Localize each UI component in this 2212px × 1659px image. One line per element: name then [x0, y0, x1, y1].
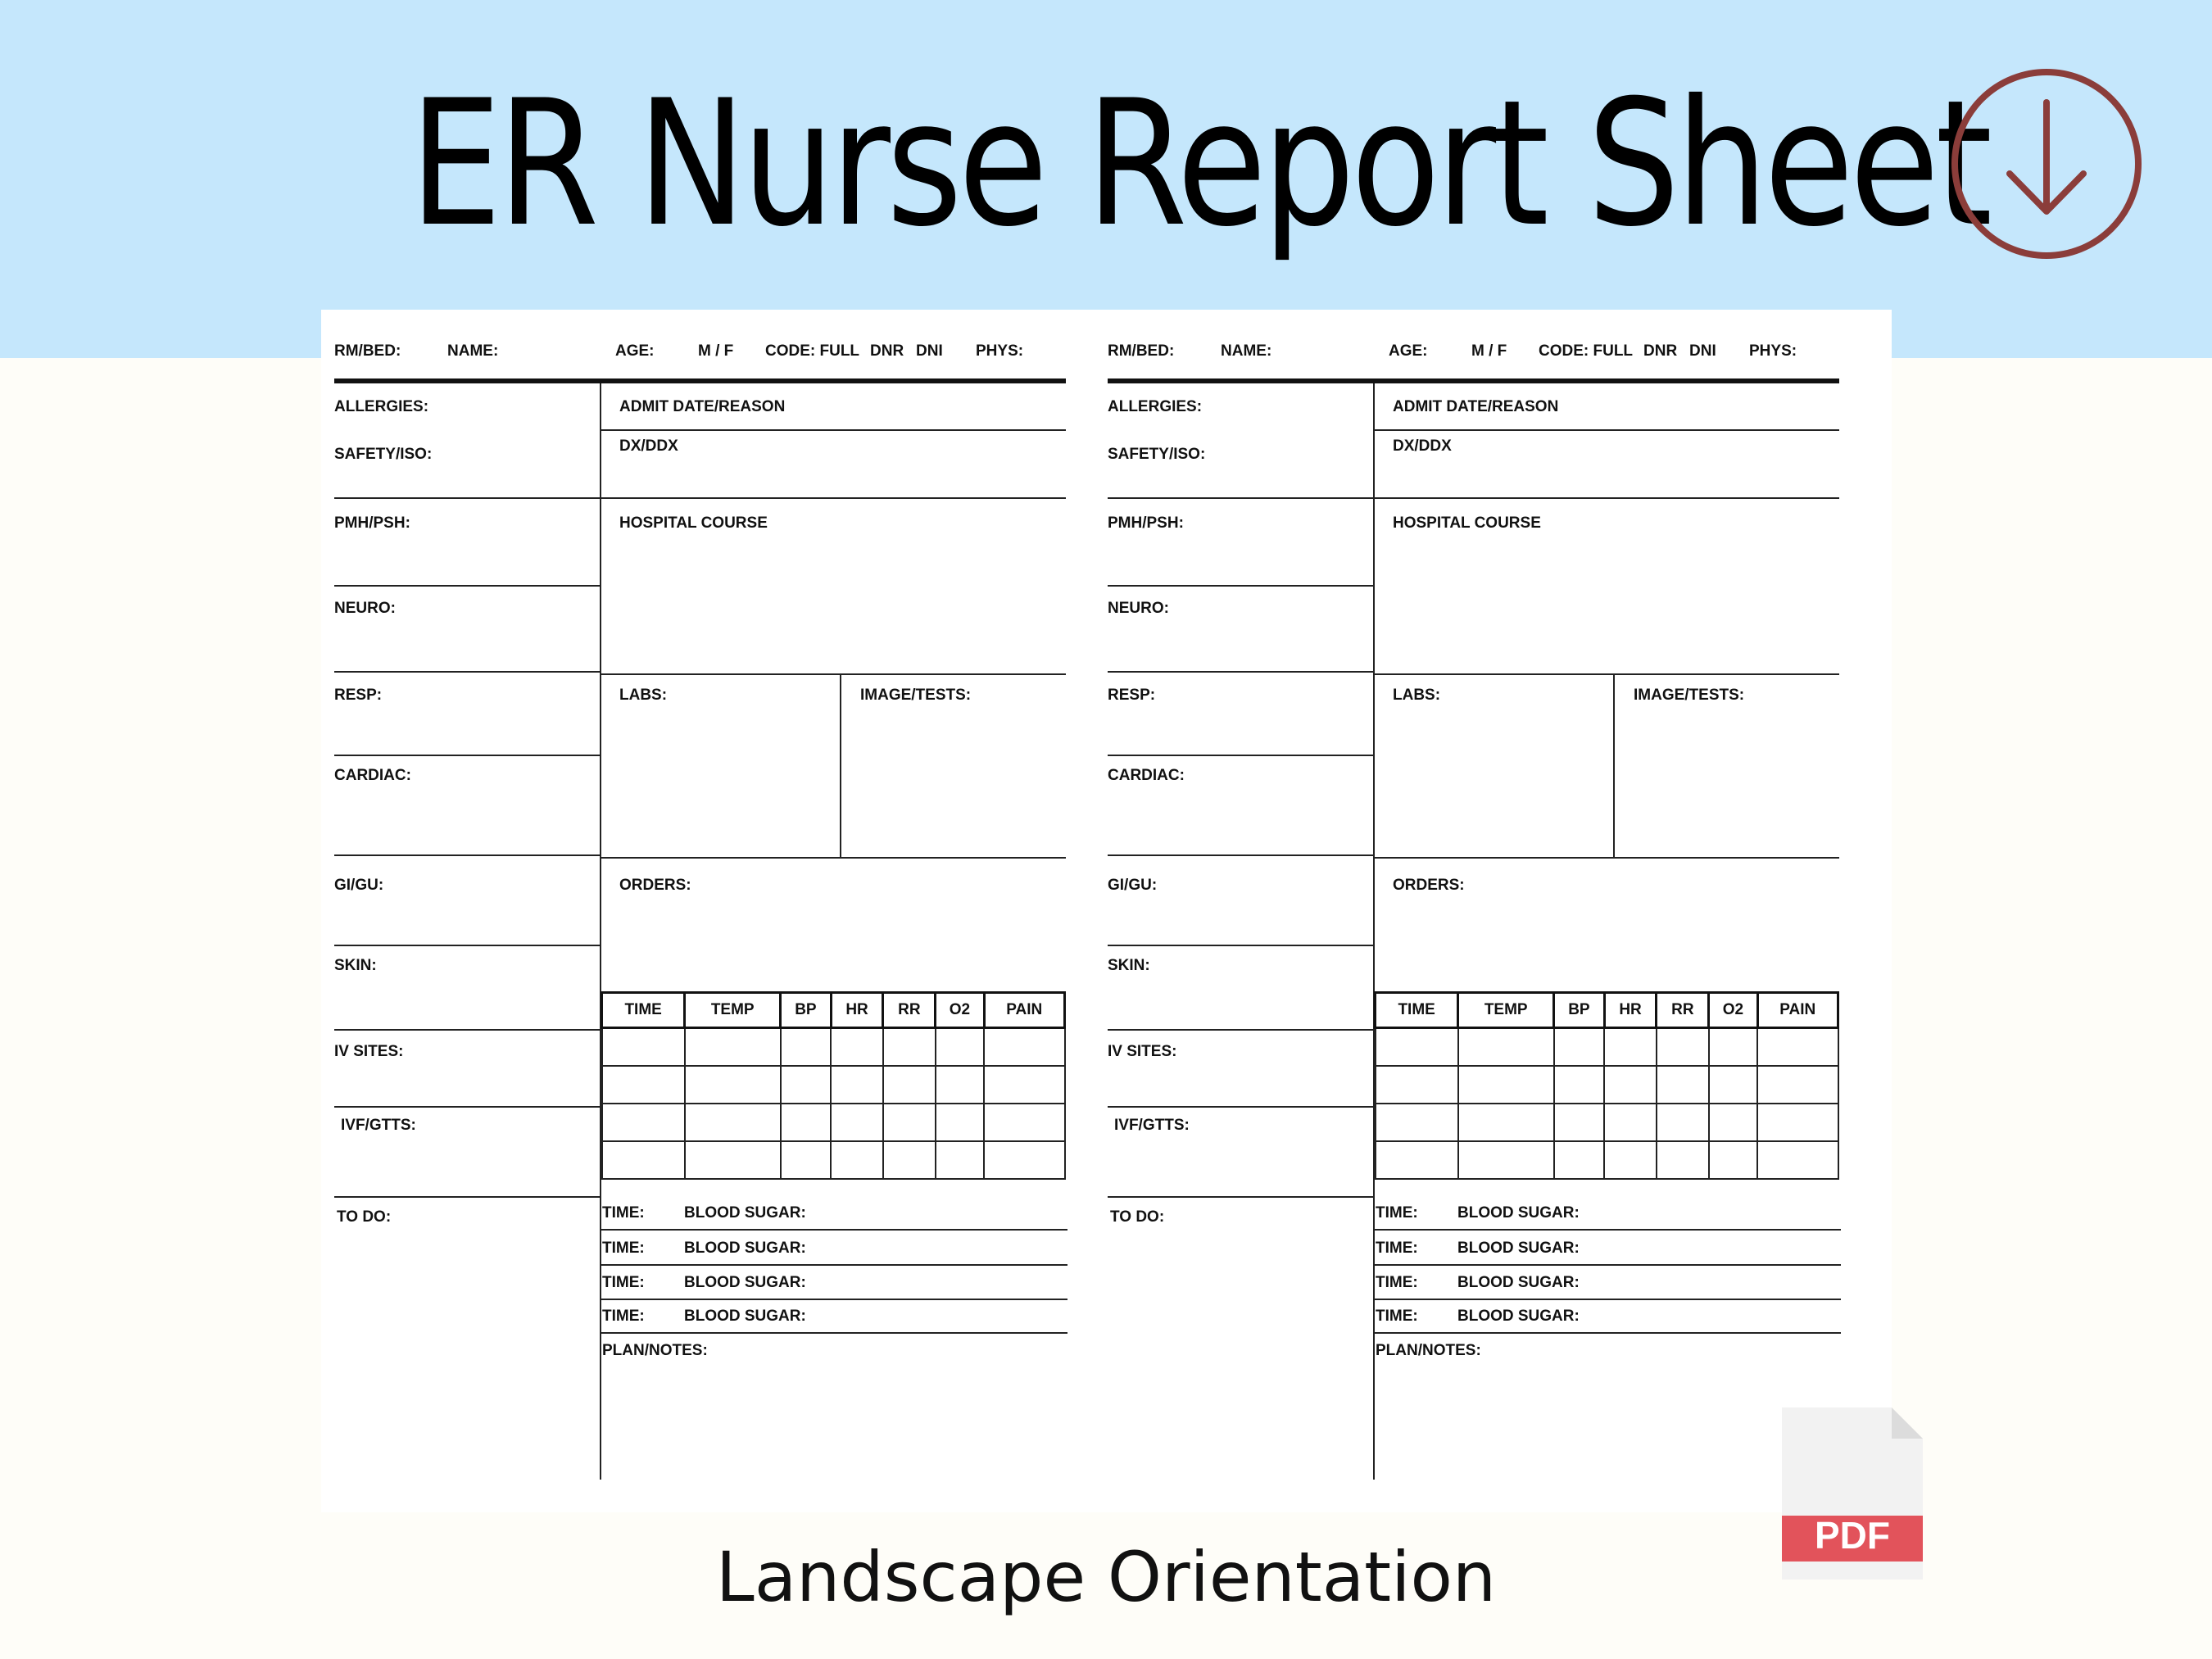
- vitals-header-bp: BP: [1554, 993, 1605, 1028]
- label-sugar-time: TIME:: [1376, 1274, 1418, 1291]
- column-divider: [1373, 383, 1375, 1480]
- rule-line: [1374, 1299, 1841, 1300]
- report-sheet-1: [321, 310, 1108, 1512]
- label-safety-iso: SAFETY/ISO:: [334, 446, 433, 463]
- vitals-cell[interactable]: [1554, 1104, 1605, 1141]
- label-blood-sugar: BLOOD SUGAR:: [1457, 1204, 1580, 1222]
- label-neuro: NEURO:: [334, 600, 396, 617]
- vitals-cell[interactable]: [831, 1104, 883, 1141]
- label-sugar-time: TIME:: [1376, 1240, 1418, 1257]
- rule-line: [1374, 1332, 1841, 1334]
- label-dni: DNI: [1689, 342, 1716, 360]
- vitals-cell[interactable]: [685, 1066, 781, 1104]
- vitals-cell[interactable]: [1554, 1028, 1605, 1067]
- label-age: AGE:: [615, 342, 655, 360]
- label-dnr: DNR: [1643, 342, 1678, 360]
- label-hospital-course: HOSPITAL COURSE: [619, 514, 768, 532]
- vitals-cell[interactable]: [1757, 1141, 1838, 1179]
- label-sugar-time: TIME:: [602, 1274, 645, 1291]
- label-blood-sugar: BLOOD SUGAR:: [1457, 1308, 1580, 1325]
- label-resp: RESP:: [1108, 687, 1156, 704]
- vitals-cell[interactable]: [602, 1104, 685, 1141]
- report-sheet-preview: [321, 310, 1892, 1512]
- vitals-header-o2: O2: [936, 993, 984, 1028]
- vitals-cell[interactable]: [685, 1104, 781, 1141]
- vitals-cell[interactable]: [984, 1141, 1064, 1179]
- vitals-header-hr: HR: [1604, 993, 1657, 1028]
- rule-line: [334, 585, 601, 587]
- rule-line: [601, 1229, 1067, 1231]
- label-allergies: ALLERGIES:: [334, 398, 429, 415]
- rule-line: [601, 673, 1066, 675]
- rule-line: [601, 1264, 1067, 1266]
- rule-line: [334, 1029, 601, 1031]
- vitals-cell[interactable]: [984, 1066, 1064, 1104]
- vitals-cell[interactable]: [936, 1141, 984, 1179]
- vitals-cell[interactable]: [1709, 1028, 1757, 1067]
- label-plan-notes: PLAN/NOTES:: [1376, 1342, 1481, 1359]
- label-dx-ddx: DX/DDX: [619, 437, 678, 455]
- vitals-cell[interactable]: [602, 1028, 685, 1067]
- rule-line: [601, 857, 1066, 859]
- rule-line: [1108, 497, 1374, 499]
- rule-line: [334, 1106, 601, 1108]
- rule-line: [601, 1332, 1067, 1334]
- vitals-header-bp: BP: [781, 993, 832, 1028]
- label-phys: PHYS:: [976, 342, 1024, 360]
- vitals-cell[interactable]: [1657, 1141, 1709, 1179]
- label-labs: LABS:: [619, 687, 668, 704]
- rule-line: [1108, 1196, 1374, 1198]
- vitals-cell[interactable]: [1376, 1028, 1458, 1067]
- label-dx-ddx: DX/DDX: [1393, 437, 1452, 455]
- rule-line: [334, 497, 601, 499]
- vitals-cell[interactable]: [1757, 1066, 1838, 1104]
- rule-line: [601, 429, 1066, 431]
- vitals-row: [602, 1141, 1065, 1179]
- vitals-header-rr: RR: [883, 993, 936, 1028]
- vitals-cell[interactable]: [1604, 1141, 1657, 1179]
- rule-line: [1108, 1106, 1374, 1108]
- vitals-header-o2: O2: [1709, 993, 1757, 1028]
- rule-line: [334, 671, 601, 673]
- label-skin: SKIN:: [334, 957, 377, 974]
- rule-line: [1108, 945, 1374, 946]
- column-divider: [1613, 673, 1615, 858]
- vitals-table: [601, 991, 1066, 1180]
- rule-line: [1374, 1229, 1841, 1231]
- label-to-do: TO DO:: [1110, 1208, 1165, 1226]
- label-pmh-psh: PMH/PSH:: [334, 514, 410, 532]
- vitals-cell[interactable]: [602, 1066, 685, 1104]
- vitals-cell[interactable]: [781, 1104, 832, 1141]
- rule-line: [1374, 1264, 1841, 1266]
- label-ivf-gtts: IVF/GTTS:: [341, 1117, 416, 1134]
- vitals-cell[interactable]: [781, 1141, 832, 1179]
- label-skin: SKIN:: [1108, 957, 1150, 974]
- label-phys: PHYS:: [1749, 342, 1797, 360]
- vitals-cell[interactable]: [1376, 1141, 1458, 1179]
- rule-line: [601, 497, 1066, 499]
- report-sheet-2: [1095, 310, 1881, 1512]
- download-icon[interactable]: [1948, 66, 2145, 262]
- label-rm-bed: RM/BED:: [334, 342, 401, 360]
- vitals-cell[interactable]: [1709, 1104, 1757, 1141]
- vitals-header-pain: PAIN: [1757, 993, 1838, 1028]
- label-ivf-gtts: IVF/GTTS:: [1114, 1117, 1190, 1134]
- vitals-cell[interactable]: [1657, 1066, 1709, 1104]
- label-gi-gu: GI/GU:: [1108, 877, 1158, 894]
- vitals-header-time: TIME: [1376, 993, 1458, 1028]
- label-rm-bed: RM/BED:: [1108, 342, 1175, 360]
- label-sex: M / F: [1471, 342, 1507, 360]
- vitals-cell[interactable]: [1554, 1141, 1605, 1179]
- vitals-header-temp: TEMP: [685, 993, 781, 1028]
- rule-line: [1108, 854, 1374, 856]
- label-sugar-time: TIME:: [602, 1204, 645, 1222]
- rule-line: [334, 1196, 601, 1198]
- page-title: ER Nurse Report Sheet: [410, 62, 1989, 265]
- label-hospital-course: HOSPITAL COURSE: [1393, 514, 1541, 532]
- label-image-tests: IMAGE/TESTS:: [860, 687, 972, 704]
- label-resp: RESP:: [334, 687, 383, 704]
- pdf-file-icon[interactable]: [1782, 1407, 1923, 1580]
- vitals-cell[interactable]: [1376, 1104, 1458, 1141]
- label-blood-sugar: BLOOD SUGAR:: [1457, 1274, 1580, 1291]
- vitals-header-hr: HR: [831, 993, 883, 1028]
- label-cardiac: CARDIAC:: [334, 767, 411, 784]
- vitals-header-temp: TEMP: [1458, 993, 1554, 1028]
- vitals-cell[interactable]: [1376, 1066, 1458, 1104]
- vitals-cell[interactable]: [883, 1028, 936, 1067]
- vitals-row: [1376, 1066, 1838, 1104]
- pdf-label: PDF: [1815, 1514, 1890, 1557]
- rule-line: [334, 378, 1066, 383]
- vitals-cell[interactable]: [1458, 1028, 1554, 1067]
- vitals-cell[interactable]: [781, 1028, 832, 1067]
- label-blood-sugar: BLOOD SUGAR:: [684, 1240, 806, 1257]
- label-age: AGE:: [1389, 342, 1428, 360]
- vitals-cell[interactable]: [984, 1028, 1064, 1067]
- label-blood-sugar: BLOOD SUGAR:: [684, 1274, 806, 1291]
- label-sugar-time: TIME:: [1376, 1204, 1418, 1222]
- vitals-cell[interactable]: [936, 1028, 984, 1067]
- label-name: NAME:: [447, 342, 499, 360]
- label-iv-sites: IV SITES:: [1108, 1043, 1177, 1060]
- rule-line: [1108, 585, 1374, 587]
- vitals-cell[interactable]: [1657, 1104, 1709, 1141]
- label-code-full: CODE: FULL: [765, 342, 860, 360]
- rule-line: [1374, 673, 1839, 675]
- label-iv-sites: IV SITES:: [334, 1043, 404, 1060]
- vitals-table: [1374, 991, 1839, 1180]
- label-pmh-psh: PMH/PSH:: [1108, 514, 1184, 532]
- label-plan-notes: PLAN/NOTES:: [602, 1342, 708, 1359]
- vitals-row: [602, 1028, 1065, 1067]
- label-blood-sugar: BLOOD SUGAR:: [1457, 1240, 1580, 1257]
- vitals-cell[interactable]: [883, 1104, 936, 1141]
- vitals-cell[interactable]: [1458, 1104, 1554, 1141]
- label-name: NAME:: [1221, 342, 1272, 360]
- orientation-caption: Landscape Orientation: [715, 1537, 1497, 1617]
- label-admit-date-reason: ADMIT DATE/REASON: [1393, 398, 1559, 415]
- label-to-do: TO DO:: [337, 1208, 392, 1226]
- label-labs: LABS:: [1393, 687, 1441, 704]
- vitals-cell[interactable]: [1709, 1066, 1757, 1104]
- label-sugar-time: TIME:: [1376, 1308, 1418, 1325]
- vitals-cell[interactable]: [1604, 1028, 1657, 1067]
- label-gi-gu: GI/GU:: [334, 877, 384, 894]
- label-blood-sugar: BLOOD SUGAR:: [684, 1204, 806, 1222]
- label-admit-date-reason: ADMIT DATE/REASON: [619, 398, 786, 415]
- label-dnr: DNR: [870, 342, 904, 360]
- vitals-cell[interactable]: [1458, 1141, 1554, 1179]
- vitals-cell[interactable]: [1554, 1066, 1605, 1104]
- label-neuro: NEURO:: [1108, 600, 1169, 617]
- label-code-full: CODE: FULL: [1539, 342, 1634, 360]
- rule-line: [1374, 857, 1839, 859]
- vitals-cell[interactable]: [1757, 1104, 1838, 1141]
- vitals-cell[interactable]: [1604, 1104, 1657, 1141]
- vitals-cell[interactable]: [1757, 1028, 1838, 1067]
- label-cardiac: CARDIAC:: [1108, 767, 1185, 784]
- rule-line: [1108, 755, 1374, 756]
- vitals-cell[interactable]: [936, 1066, 984, 1104]
- label-sugar-time: TIME:: [602, 1240, 645, 1257]
- label-blood-sugar: BLOOD SUGAR:: [684, 1308, 806, 1325]
- vitals-header-pain: PAIN: [984, 993, 1064, 1028]
- vitals-row: [602, 1066, 1065, 1104]
- label-sex: M / F: [698, 342, 734, 360]
- vitals-row: [1376, 1141, 1838, 1179]
- label-orders: ORDERS:: [1393, 877, 1465, 894]
- rule-line: [1108, 671, 1374, 673]
- column-divider: [840, 673, 841, 858]
- vitals-cell[interactable]: [883, 1066, 936, 1104]
- vitals-row: [1376, 1028, 1838, 1067]
- rule-line: [1374, 497, 1839, 499]
- rule-line: [601, 1299, 1067, 1300]
- vitals-header-time: TIME: [602, 993, 685, 1028]
- rule-line: [1108, 378, 1839, 383]
- rule-line: [1108, 1029, 1374, 1031]
- vitals-cell[interactable]: [831, 1141, 883, 1179]
- label-dni: DNI: [916, 342, 943, 360]
- vitals-cell[interactable]: [1657, 1028, 1709, 1067]
- rule-line: [1374, 429, 1839, 431]
- column-divider: [600, 383, 601, 1480]
- vitals-cell[interactable]: [831, 1028, 883, 1067]
- label-sugar-time: TIME:: [602, 1308, 645, 1325]
- label-allergies: ALLERGIES:: [1108, 398, 1203, 415]
- rule-line: [334, 854, 601, 856]
- vitals-cell[interactable]: [1604, 1066, 1657, 1104]
- rule-line: [334, 945, 601, 946]
- vitals-cell[interactable]: [685, 1141, 781, 1179]
- vitals-cell[interactable]: [602, 1141, 685, 1179]
- label-safety-iso: SAFETY/ISO:: [1108, 446, 1206, 463]
- vitals-cell[interactable]: [883, 1141, 936, 1179]
- vitals-row: [602, 1104, 1065, 1141]
- rule-line: [334, 755, 601, 756]
- vitals-cell[interactable]: [781, 1066, 832, 1104]
- vitals-cell[interactable]: [936, 1104, 984, 1141]
- label-image-tests: IMAGE/TESTS:: [1634, 687, 1745, 704]
- vitals-cell[interactable]: [1458, 1066, 1554, 1104]
- vitals-cell[interactable]: [984, 1104, 1064, 1141]
- vitals-cell[interactable]: [685, 1028, 781, 1067]
- vitals-row: [1376, 1104, 1838, 1141]
- vitals-header-rr: RR: [1657, 993, 1709, 1028]
- label-orders: ORDERS:: [619, 877, 691, 894]
- vitals-cell[interactable]: [1709, 1141, 1757, 1179]
- vitals-cell[interactable]: [831, 1066, 883, 1104]
